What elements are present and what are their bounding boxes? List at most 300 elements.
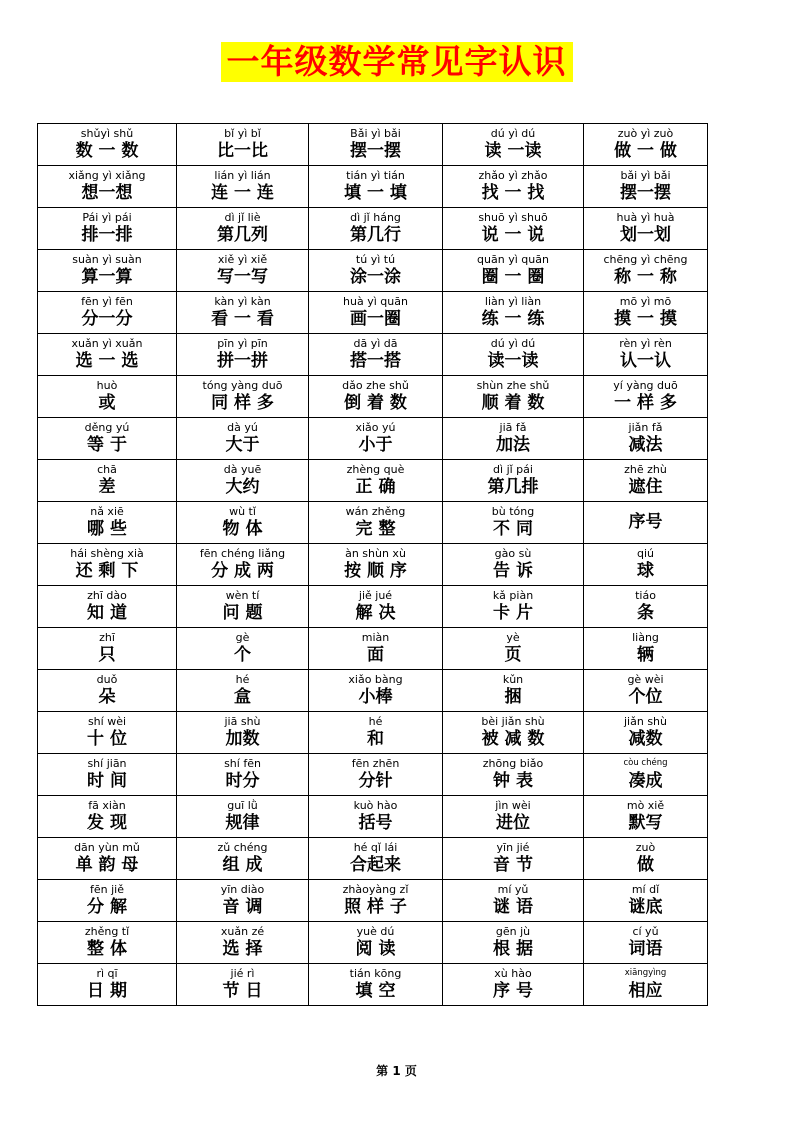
word-cell bbox=[443, 544, 584, 586]
hanzi-text: 小棒 bbox=[358, 687, 393, 707]
word-cell bbox=[309, 712, 443, 754]
pinyin-text: zhī bbox=[99, 631, 115, 644]
hanzi-text: 等 于 bbox=[87, 435, 127, 455]
pinyin-text: xuǎn zé bbox=[220, 925, 265, 938]
pinyin-text: bù tóng bbox=[491, 505, 535, 518]
word-cell bbox=[309, 460, 443, 502]
hanzi-text: 倒 着 数 bbox=[344, 393, 407, 413]
word-cell bbox=[443, 250, 584, 292]
hanzi-text: 捆 bbox=[504, 687, 522, 707]
word-cell bbox=[584, 754, 708, 796]
word-cell bbox=[443, 208, 584, 250]
pinyin-text: zǔ chéng bbox=[217, 841, 268, 854]
pinyin-text: nǎ xiē bbox=[90, 505, 124, 518]
pinyin-text: tiáo bbox=[635, 589, 656, 602]
hanzi-text: 单 韵 母 bbox=[75, 855, 139, 875]
hanzi-text: 分 解 bbox=[87, 897, 127, 917]
pinyin-text: zhǎo yì zhǎo bbox=[478, 169, 548, 182]
word-cell bbox=[584, 166, 708, 208]
word-cell bbox=[584, 124, 708, 166]
hanzi-text: 卡 片 bbox=[493, 603, 533, 623]
hanzi-text: 算一算 bbox=[81, 267, 133, 287]
pinyin-text: fēn zhēn bbox=[351, 757, 400, 770]
hanzi-text: 想一想 bbox=[81, 183, 133, 203]
hanzi-text: 搭一搭 bbox=[350, 351, 401, 371]
hanzi-text: 时分 bbox=[225, 771, 260, 791]
hanzi-text: 大于 bbox=[225, 435, 260, 455]
table-row bbox=[38, 670, 708, 712]
word-cell bbox=[584, 796, 708, 838]
pinyin-text: dì jǐ háng bbox=[350, 211, 401, 224]
word-cell bbox=[177, 292, 309, 334]
pinyin-text: yí yàng duō bbox=[613, 379, 678, 392]
word-cell bbox=[443, 124, 584, 166]
pinyin-text: fēn yì fēn bbox=[81, 295, 133, 308]
pinyin-text: kǎ piàn bbox=[492, 589, 534, 602]
hanzi-text: 不 同 bbox=[493, 519, 533, 539]
word-cell bbox=[177, 880, 309, 922]
table-row bbox=[38, 502, 708, 544]
pinyin-text: shùn zhe shǔ bbox=[476, 379, 550, 392]
word-cell bbox=[177, 544, 309, 586]
pinyin-text: jiǎn fǎ bbox=[628, 421, 663, 434]
word-cell bbox=[309, 418, 443, 460]
pinyin-text: zhěng tǐ bbox=[84, 925, 130, 938]
hanzi-text: 顺 着 数 bbox=[481, 393, 545, 413]
hanzi-text: 分针 bbox=[358, 771, 393, 791]
word-cell bbox=[38, 208, 177, 250]
word-cell bbox=[38, 628, 177, 670]
word-cell bbox=[38, 166, 177, 208]
table-row bbox=[38, 754, 708, 796]
hanzi-text: 钟 表 bbox=[493, 771, 533, 791]
pinyin-text: yè bbox=[506, 631, 520, 644]
word-cell bbox=[584, 418, 708, 460]
word-cell bbox=[443, 418, 584, 460]
hanzi-text: 或 bbox=[98, 393, 116, 413]
pinyin-text: xiǎng yì xiǎng bbox=[68, 169, 146, 182]
word-cell bbox=[309, 670, 443, 712]
hanzi-text: 哪 些 bbox=[87, 519, 127, 539]
hanzi-text: 十 位 bbox=[87, 729, 127, 749]
hanzi-text: 小于 bbox=[358, 435, 393, 455]
word-cell bbox=[38, 250, 177, 292]
word-cell bbox=[309, 838, 443, 880]
word-cell bbox=[177, 922, 309, 964]
hanzi-text: 告 诉 bbox=[493, 561, 533, 581]
table-row bbox=[38, 124, 708, 166]
word-cell bbox=[584, 292, 708, 334]
word-cell bbox=[177, 754, 309, 796]
hanzi-text: 称 一 称 bbox=[614, 267, 677, 287]
word-cell bbox=[443, 964, 584, 1006]
pinyin-text: guī lǜ bbox=[227, 799, 258, 812]
pinyin-text: fā xiàn bbox=[88, 799, 126, 812]
table-row bbox=[38, 796, 708, 838]
pinyin-text: hé bbox=[368, 715, 383, 728]
pinyin-text: dā yì dā bbox=[353, 337, 398, 350]
hanzi-text: 分 成 两 bbox=[211, 561, 274, 581]
pinyin-text: zhèng què bbox=[346, 463, 405, 476]
hanzi-text: 完 整 bbox=[355, 519, 396, 539]
hanzi-text: 摆一摆 bbox=[620, 183, 671, 203]
word-cell bbox=[584, 838, 708, 880]
pinyin-text: chēng yì chēng bbox=[603, 253, 688, 266]
word-cell bbox=[584, 880, 708, 922]
pinyin-text: zhàoyàng zǐ bbox=[342, 883, 409, 896]
pinyin-text: gè bbox=[235, 631, 250, 644]
hanzi-text: 画一圈 bbox=[350, 309, 401, 329]
word-cell bbox=[177, 964, 309, 1006]
word-cell bbox=[177, 502, 309, 544]
pinyin-text: dǎo zhe shǔ bbox=[342, 379, 409, 392]
word-cell bbox=[584, 250, 708, 292]
word-cell bbox=[309, 334, 443, 376]
pinyin-text: shí jiān bbox=[87, 757, 127, 770]
word-cell bbox=[443, 376, 584, 418]
table-row bbox=[38, 838, 708, 880]
word-cell bbox=[309, 124, 443, 166]
hanzi-text: 减数 bbox=[628, 729, 663, 749]
hanzi-text: 括号 bbox=[358, 813, 393, 833]
word-cell bbox=[38, 418, 177, 460]
page-number: 第 1 页 bbox=[376, 1064, 417, 1078]
table-row bbox=[38, 922, 708, 964]
hanzi-text: 默写 bbox=[628, 813, 663, 833]
pinyin-text: jìn wèi bbox=[495, 799, 531, 812]
hanzi-text: 做 bbox=[637, 855, 654, 875]
hanzi-text: 第几排 bbox=[487, 477, 539, 497]
table-row bbox=[38, 544, 708, 586]
pinyin-text: rèn yì rèn bbox=[619, 337, 672, 350]
word-cell bbox=[38, 502, 177, 544]
word-cell bbox=[38, 880, 177, 922]
word-cell bbox=[309, 628, 443, 670]
hanzi-text: 辆 bbox=[637, 645, 654, 665]
pinyin-text: dà yuē bbox=[223, 463, 262, 476]
pinyin-text: gào sù bbox=[494, 547, 532, 560]
pinyin-text: liàng bbox=[632, 631, 659, 644]
hanzi-text: 摸 一 摸 bbox=[614, 309, 677, 329]
pinyin-text: gè wèi bbox=[627, 673, 664, 686]
table-row bbox=[38, 292, 708, 334]
hanzi-text: 谜 语 bbox=[493, 897, 533, 917]
pinyin-text: gēn jù bbox=[495, 925, 531, 938]
pinyin-text: dà yú bbox=[227, 421, 258, 434]
title-wrapper bbox=[0, 42, 793, 82]
word-cell bbox=[584, 376, 708, 418]
hanzi-text: 划一划 bbox=[620, 225, 671, 245]
pinyin-text: shǔyì shǔ bbox=[80, 127, 134, 140]
hanzi-text: 音 调 bbox=[222, 897, 263, 917]
pinyin-text: dì jǐ pái bbox=[493, 463, 533, 476]
word-cell bbox=[584, 670, 708, 712]
hanzi-text: 个 bbox=[234, 645, 251, 665]
hanzi-text: 进位 bbox=[496, 813, 530, 833]
hanzi-text: 物 体 bbox=[222, 519, 263, 539]
word-cell bbox=[38, 124, 177, 166]
hanzi-text: 做 一 做 bbox=[614, 141, 677, 161]
pinyin-text: qiú bbox=[636, 547, 654, 560]
pinyin-text: dú yì dú bbox=[490, 127, 536, 140]
pinyin-text: jiā shù bbox=[224, 715, 261, 728]
pinyin-text: tú yì tú bbox=[355, 253, 396, 266]
word-cell bbox=[309, 166, 443, 208]
hanzi-text: 读一读 bbox=[487, 351, 539, 371]
word-cell bbox=[309, 922, 443, 964]
hanzi-text: 数 一 数 bbox=[75, 141, 139, 161]
pinyin-text: dú yì dú bbox=[490, 337, 536, 350]
table-row bbox=[38, 376, 708, 418]
pinyin-text: jiě jué bbox=[358, 589, 393, 602]
pinyin-text: huò bbox=[96, 379, 118, 392]
hanzi-text: 盒 bbox=[234, 687, 251, 707]
pinyin-text: shí fēn bbox=[224, 757, 261, 770]
pinyin-text: hé qǐ lái bbox=[353, 841, 398, 854]
table-row bbox=[38, 586, 708, 628]
table-row bbox=[38, 166, 708, 208]
word-cell bbox=[309, 208, 443, 250]
word-cell bbox=[177, 124, 309, 166]
word-cell bbox=[443, 754, 584, 796]
pinyin-text: wù tǐ bbox=[229, 505, 256, 518]
hanzi-text: 日 期 bbox=[87, 981, 127, 1001]
word-cell bbox=[38, 712, 177, 754]
pinyin-text: tián yì tián bbox=[346, 169, 405, 182]
word-table bbox=[37, 123, 708, 1006]
table-row bbox=[38, 250, 708, 292]
hanzi-text: 圈 一 圈 bbox=[481, 267, 545, 287]
hanzi-text: 相应 bbox=[628, 981, 663, 1001]
pinyin-text: quān yì quān bbox=[477, 253, 549, 266]
pinyin-text: mò xiě bbox=[626, 799, 665, 812]
pinyin-text: tóng yàng duō bbox=[202, 379, 283, 392]
hanzi-text: 组 成 bbox=[222, 855, 263, 875]
word-cell bbox=[177, 796, 309, 838]
pinyin-text: jié rì bbox=[230, 967, 255, 980]
word-cell bbox=[177, 418, 309, 460]
hanzi-text: 序 号 bbox=[493, 981, 533, 1001]
word-cell bbox=[38, 586, 177, 628]
hanzi-text: 减法 bbox=[628, 435, 663, 455]
hanzi-text: 分一分 bbox=[81, 309, 133, 329]
word-cell bbox=[38, 460, 177, 502]
word-cell bbox=[309, 292, 443, 334]
hanzi-text: 个位 bbox=[628, 687, 663, 707]
word-cell bbox=[584, 922, 708, 964]
pinyin-text: yuè dú bbox=[356, 925, 395, 938]
word-cell bbox=[443, 796, 584, 838]
hanzi-text: 连 一 连 bbox=[211, 183, 274, 203]
pinyin-text: Bǎi yì bǎi bbox=[350, 127, 401, 140]
word-cell bbox=[309, 376, 443, 418]
word-cell bbox=[309, 880, 443, 922]
word-cell bbox=[309, 964, 443, 1006]
hanzi-text: 填 一 填 bbox=[344, 183, 407, 203]
word-cell bbox=[309, 586, 443, 628]
word-cell bbox=[38, 544, 177, 586]
pinyin-text: bǐ yì bǐ bbox=[224, 127, 261, 140]
word-cell bbox=[584, 628, 708, 670]
pinyin-text: duǒ bbox=[96, 673, 118, 686]
hanzi-text: 只 bbox=[98, 645, 116, 665]
pinyin-text: rì qī bbox=[96, 967, 118, 980]
page-title: 一年级数学常见字认识 bbox=[221, 42, 573, 82]
pinyin-text: zuò yì zuò bbox=[617, 127, 674, 140]
hanzi-text: 条 bbox=[637, 603, 654, 623]
pinyin-text: chā bbox=[97, 463, 117, 476]
hanzi-text: 音 节 bbox=[493, 855, 533, 875]
pinyin-text: cí yǔ bbox=[632, 925, 659, 938]
hanzi-text: 合起来 bbox=[350, 855, 401, 875]
table-row bbox=[38, 628, 708, 670]
word-table-body bbox=[38, 124, 708, 1006]
word-cell bbox=[443, 460, 584, 502]
word-cell bbox=[38, 292, 177, 334]
word-cell bbox=[309, 796, 443, 838]
pinyin-text: yīn jié bbox=[496, 841, 530, 854]
pinyin-text: dì jǐ liè bbox=[224, 211, 261, 224]
word-cell bbox=[443, 838, 584, 880]
pinyin-text: bèi jiǎn shù bbox=[481, 715, 545, 728]
word-cell bbox=[38, 670, 177, 712]
hanzi-text: 加法 bbox=[496, 435, 530, 455]
hanzi-text: 照 样 子 bbox=[344, 897, 407, 917]
word-cell bbox=[584, 964, 708, 1006]
hanzi-text: 拼一拼 bbox=[217, 351, 268, 371]
hanzi-text: 读 一读 bbox=[484, 141, 542, 161]
word-cell bbox=[309, 544, 443, 586]
hanzi-text: 涂一涂 bbox=[350, 267, 401, 287]
hanzi-text: 加数 bbox=[225, 729, 260, 749]
hanzi-text: 还 剩 下 bbox=[75, 561, 139, 581]
hanzi-text: 节 日 bbox=[222, 981, 263, 1001]
pinyin-text: Pái yì pái bbox=[82, 211, 132, 224]
pinyin-text: kàn yì kàn bbox=[214, 295, 271, 308]
hanzi-text: 第几行 bbox=[350, 225, 401, 245]
table-row bbox=[38, 880, 708, 922]
word-cell bbox=[443, 502, 584, 544]
hanzi-text: 选 择 bbox=[222, 939, 263, 959]
pinyin-text: tián kōng bbox=[349, 967, 402, 980]
pinyin-text: děng yú bbox=[84, 421, 130, 434]
hanzi-text: 认一认 bbox=[620, 351, 671, 371]
table-row bbox=[38, 418, 708, 460]
word-cell bbox=[177, 334, 309, 376]
word-cell bbox=[177, 250, 309, 292]
table-row bbox=[38, 460, 708, 502]
pinyin-text: mí yǔ bbox=[497, 883, 529, 896]
pinyin-text: miàn bbox=[361, 631, 390, 644]
word-cell bbox=[309, 502, 443, 544]
word-cell bbox=[584, 502, 708, 544]
pinyin-text: jiǎn shù bbox=[624, 715, 667, 728]
word-cell bbox=[177, 208, 309, 250]
word-cell bbox=[584, 712, 708, 754]
word-cell bbox=[443, 712, 584, 754]
pinyin-text: mí dǐ bbox=[631, 883, 660, 896]
hanzi-text: 选 一 选 bbox=[75, 351, 139, 371]
word-cell bbox=[443, 670, 584, 712]
hanzi-text: 看 一 看 bbox=[211, 309, 274, 329]
hanzi-text: 解 决 bbox=[355, 603, 396, 623]
pinyin-text: xù hào bbox=[494, 967, 532, 980]
word-cell bbox=[443, 586, 584, 628]
word-cell bbox=[38, 796, 177, 838]
word-cell bbox=[38, 334, 177, 376]
hanzi-text: 朵 bbox=[98, 687, 116, 707]
pinyin-text: xiǎo yú bbox=[355, 421, 396, 434]
pinyin-text: pīn yì pīn bbox=[217, 337, 268, 350]
pinyin-text: còu chéng bbox=[623, 758, 668, 768]
table-row bbox=[38, 712, 708, 754]
pinyin-text: zhē zhù bbox=[624, 463, 667, 476]
pinyin-text: hé bbox=[235, 673, 250, 686]
word-cell bbox=[38, 964, 177, 1006]
pinyin-text: xiǎo bàng bbox=[348, 673, 403, 686]
hanzi-text: 练 一 练 bbox=[481, 309, 545, 329]
word-cell bbox=[443, 880, 584, 922]
pinyin-text: xiāngyìng bbox=[624, 968, 667, 978]
word-cell bbox=[177, 670, 309, 712]
hanzi-text: 规律 bbox=[225, 813, 260, 833]
hanzi-text: 凑成 bbox=[628, 771, 663, 791]
hanzi-text: 按 顺 序 bbox=[344, 561, 407, 581]
pinyin-text: jiā fǎ bbox=[499, 421, 527, 434]
word-cell bbox=[177, 460, 309, 502]
table-row bbox=[38, 334, 708, 376]
pinyin-text: wèn tí bbox=[225, 589, 260, 602]
pinyin-text: huà yì huà bbox=[616, 211, 675, 224]
pinyin-text: bǎi yì bǎi bbox=[620, 169, 671, 182]
word-cell bbox=[584, 208, 708, 250]
hanzi-text: 第几列 bbox=[217, 225, 268, 245]
word-cell bbox=[443, 334, 584, 376]
hanzi-text: 谜底 bbox=[628, 897, 663, 917]
hanzi-text: 词语 bbox=[628, 939, 663, 959]
hanzi-text: 正 确 bbox=[355, 477, 396, 497]
word-cell bbox=[177, 166, 309, 208]
hanzi-text: 排一排 bbox=[81, 225, 133, 245]
table-row bbox=[38, 964, 708, 1006]
word-cell bbox=[584, 460, 708, 502]
pinyin-text: dān yùn mǔ bbox=[74, 841, 140, 854]
word-cell bbox=[584, 334, 708, 376]
hanzi-text: 知 道 bbox=[87, 603, 127, 623]
hanzi-text: 被 减 数 bbox=[481, 729, 545, 749]
hanzi-text: 发 现 bbox=[87, 813, 127, 833]
pinyin-text: zhī dào bbox=[87, 589, 127, 602]
hanzi-text: 面 bbox=[367, 645, 384, 665]
hanzi-text: 阅 读 bbox=[355, 939, 396, 959]
hanzi-text: 比一比 bbox=[217, 141, 268, 161]
word-cell bbox=[177, 712, 309, 754]
pinyin-text: kuò hào bbox=[353, 799, 398, 812]
hanzi-text: 大约 bbox=[225, 477, 260, 497]
word-cell bbox=[177, 586, 309, 628]
word-cell bbox=[177, 376, 309, 418]
hanzi-text: 时 间 bbox=[87, 771, 127, 791]
hanzi-text: 和 bbox=[367, 729, 384, 749]
hanzi-text: 一 样 多 bbox=[614, 393, 677, 413]
pinyin-text: àn shùn xù bbox=[345, 547, 406, 560]
pinyin-text: kǔn bbox=[502, 673, 524, 686]
hanzi-text: 页 bbox=[504, 645, 522, 665]
hanzi-text: 同 样 多 bbox=[211, 393, 274, 413]
hanzi-text: 根 据 bbox=[493, 939, 533, 959]
hanzi-text: 写一写 bbox=[217, 267, 268, 287]
word-cell bbox=[38, 922, 177, 964]
